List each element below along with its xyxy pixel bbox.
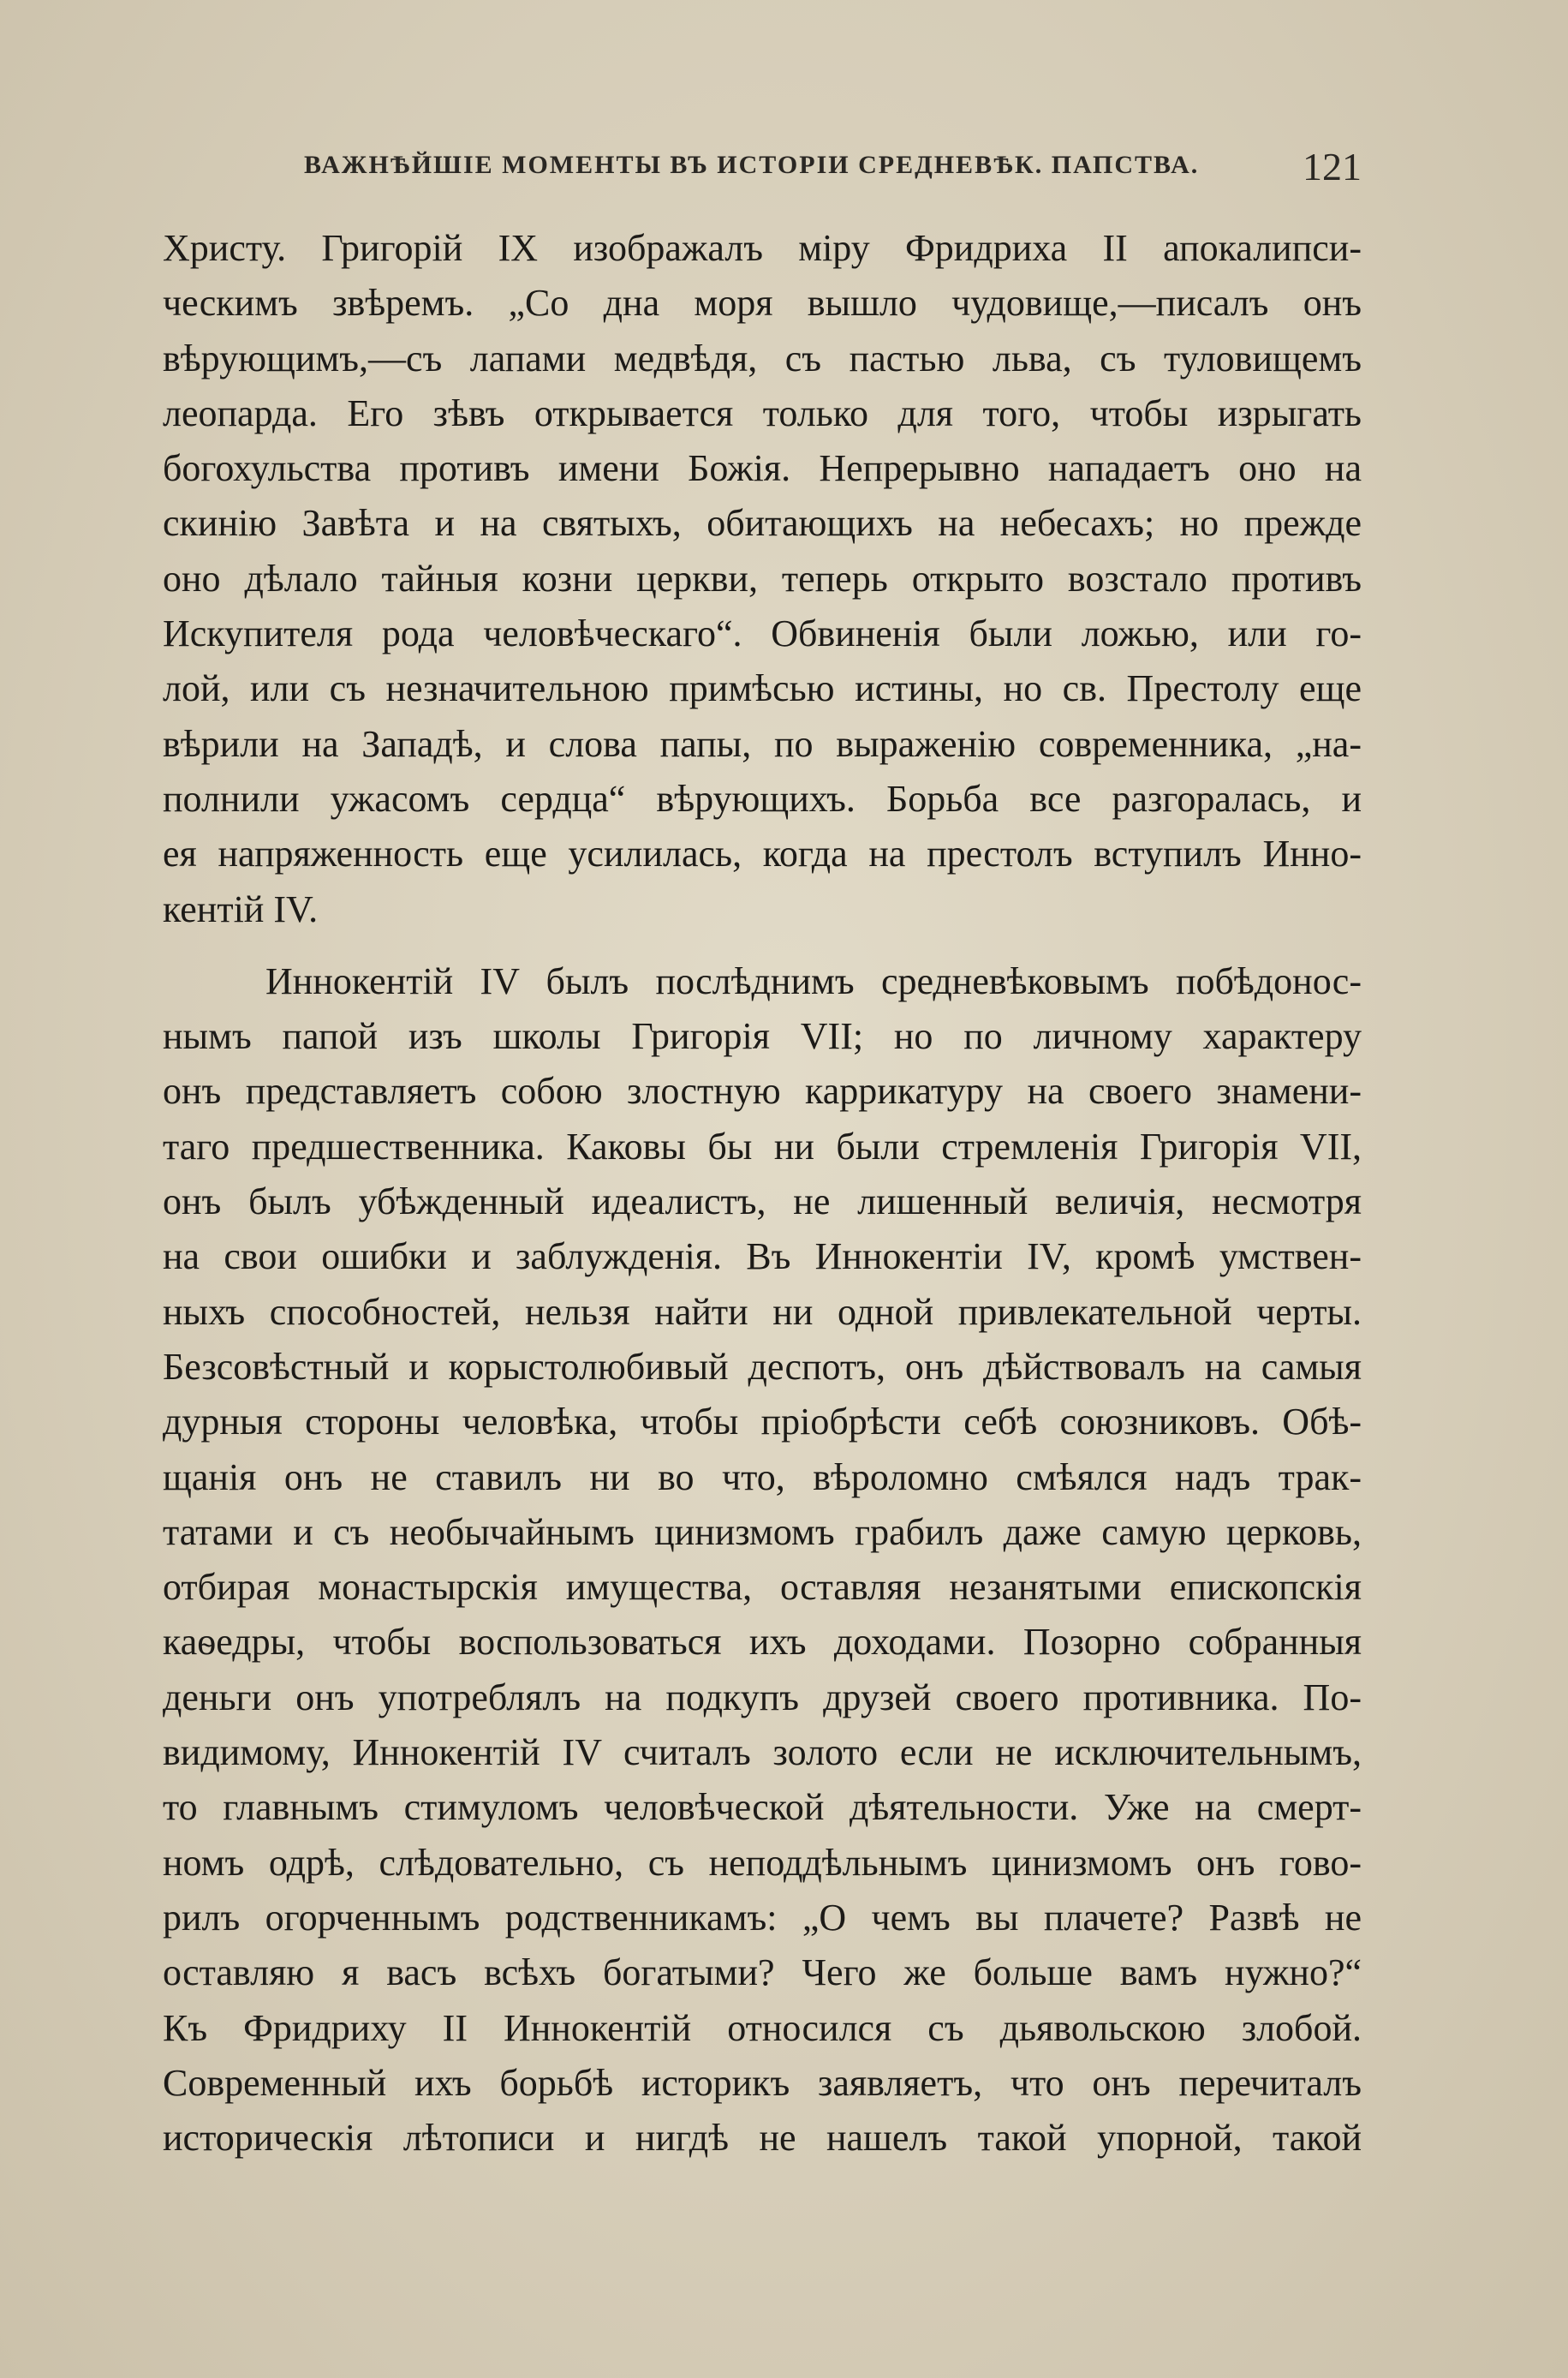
text-line: оставляю я васъ всѣхъ богатыми? Чего же больше вамъ нужно?“	[163, 1951, 1362, 1994]
text-line: каѳедры, чтобы воспользоваться ихъ доходами. Позорно собранныя	[163, 1621, 1362, 1664]
text-line: на свои ошибки и заблужденія. Въ Иннокентіи IV, кромѣ умствен-	[163, 1235, 1362, 1278]
paragraph-1	[163, 221, 1362, 937]
text-line: лой, или съ незначительною примѣсью истины, но св. Престолу еще	[163, 667, 1362, 710]
text-line: таго предшественника. Каковы бы ни были стремленія Григорія VII,	[163, 1125, 1362, 1168]
text-line: ческимъ звѣремъ. „Со дна моря вышло чудовище,—писалъ онъ	[163, 282, 1362, 325]
text-line: Безсовѣстный и корыстолюбивый деспотъ, онъ дѣйствовалъ на самыя	[163, 1345, 1362, 1388]
page-number: 121	[1303, 145, 1362, 188]
text-line: щанія онъ не ставилъ ни во что, вѣроломно смѣялся надъ трак-	[163, 1455, 1362, 1498]
text-line: кентій IV.	[163, 887, 319, 930]
text-line: рилъ огорченнымъ родственникамъ: „О чемъ вы плачете? Развѣ не	[163, 1896, 1362, 1939]
text-line: богохульства противъ имени Божія. Непрерывно нападаетъ оно на	[163, 447, 1362, 490]
text-line: скинію Завѣта и на святыхъ, обитающихъ на небесахъ; но прежде	[163, 502, 1362, 545]
text-line: нымъ папой изъ школы Григорія VII; но по личному характеру	[163, 1015, 1362, 1058]
text-line: отбирая монастырскія имущества, оставляя незанятыми епископскія	[163, 1566, 1362, 1609]
text-line: Искупителя рода человѣческаго“. Обвиненія были ложью, или го-	[163, 612, 1362, 655]
text-line: номъ одрѣ, слѣдовательно, съ неподдѣльнымъ цинизмомъ онъ гово-	[163, 1841, 1362, 1884]
text-line: Современный ихъ борьбѣ историкъ заявляетъ, что онъ перечиталъ	[163, 2061, 1362, 2104]
text-line: оно дѣлало тайныя козни церкви, теперь открыто возстало противъ	[163, 557, 1362, 600]
text-line: деньги онъ употреблялъ на подкупъ друзей своего противника. По-	[163, 1676, 1362, 1718]
text-line: онъ былъ убѣжденный идеалистъ, не лишенный величія, несмотря	[163, 1180, 1362, 1223]
text-line: то главнымъ стимуломъ человѣческой дѣятельности. Уже на смерт-	[163, 1786, 1362, 1829]
running-head	[304, 144, 1362, 195]
running-title: ВАЖНѢЙШІЕ МОМЕНТЫ ВЪ ИСТОРІИ СРЕДНЕВѢК. ПАПСТВА.	[304, 151, 1200, 179]
text-line: историческія лѣтописи и нигдѣ не нашелъ такой упорной, такой	[163, 2117, 1362, 2160]
text-line: леопарда. Его зѣвъ открывается только для того, чтобы изрыгать	[163, 391, 1362, 434]
paragraph-2	[163, 954, 1362, 2166]
text-line: Къ Фридриху II Иннокентій относился съ дьявольскою злобой.	[163, 2006, 1362, 2049]
text-line: онъ представляетъ собою злостную каррикатуру на своего знамени-	[163, 1070, 1362, 1113]
text-line: видимому, Иннокентій IV считалъ золото если не исключительнымъ,	[163, 1731, 1362, 1774]
body-text	[163, 221, 1362, 2166]
paragraph-spacer	[163, 937, 1362, 954]
text-line: татами и съ необычайнымъ цинизмомъ грабилъ даже самую церковь,	[163, 1510, 1362, 1553]
text-line: дурныя стороны человѣка, чтобы пріобрѣсти себѣ союзниковъ. Обѣ-	[163, 1401, 1362, 1443]
text-line: полнили ужасомъ сердца“ вѣрующихъ. Борьба все разгоралась, и	[163, 777, 1362, 820]
text-line: вѣрили на Западѣ, и слова папы, по выраженію современника, „на-	[163, 722, 1362, 765]
text-line: ея напряженность еще усилилась, когда на престолъ вступилъ Инно-	[163, 833, 1362, 875]
text-line: Христу. Григорій IX изображалъ міру Фридриха II апокалипси-	[163, 227, 1362, 269]
text-line: вѣрующимъ,—съ лапами медвѣдя, съ пастью льва, съ туловищемъ	[163, 337, 1362, 379]
text-line: ныхъ способностей, нельзя найти ни одной привлекательной черты.	[163, 1290, 1362, 1333]
text-line: Иннокентій IV былъ послѣднимъ средневѣковымъ побѣдонос-	[265, 959, 1362, 1002]
